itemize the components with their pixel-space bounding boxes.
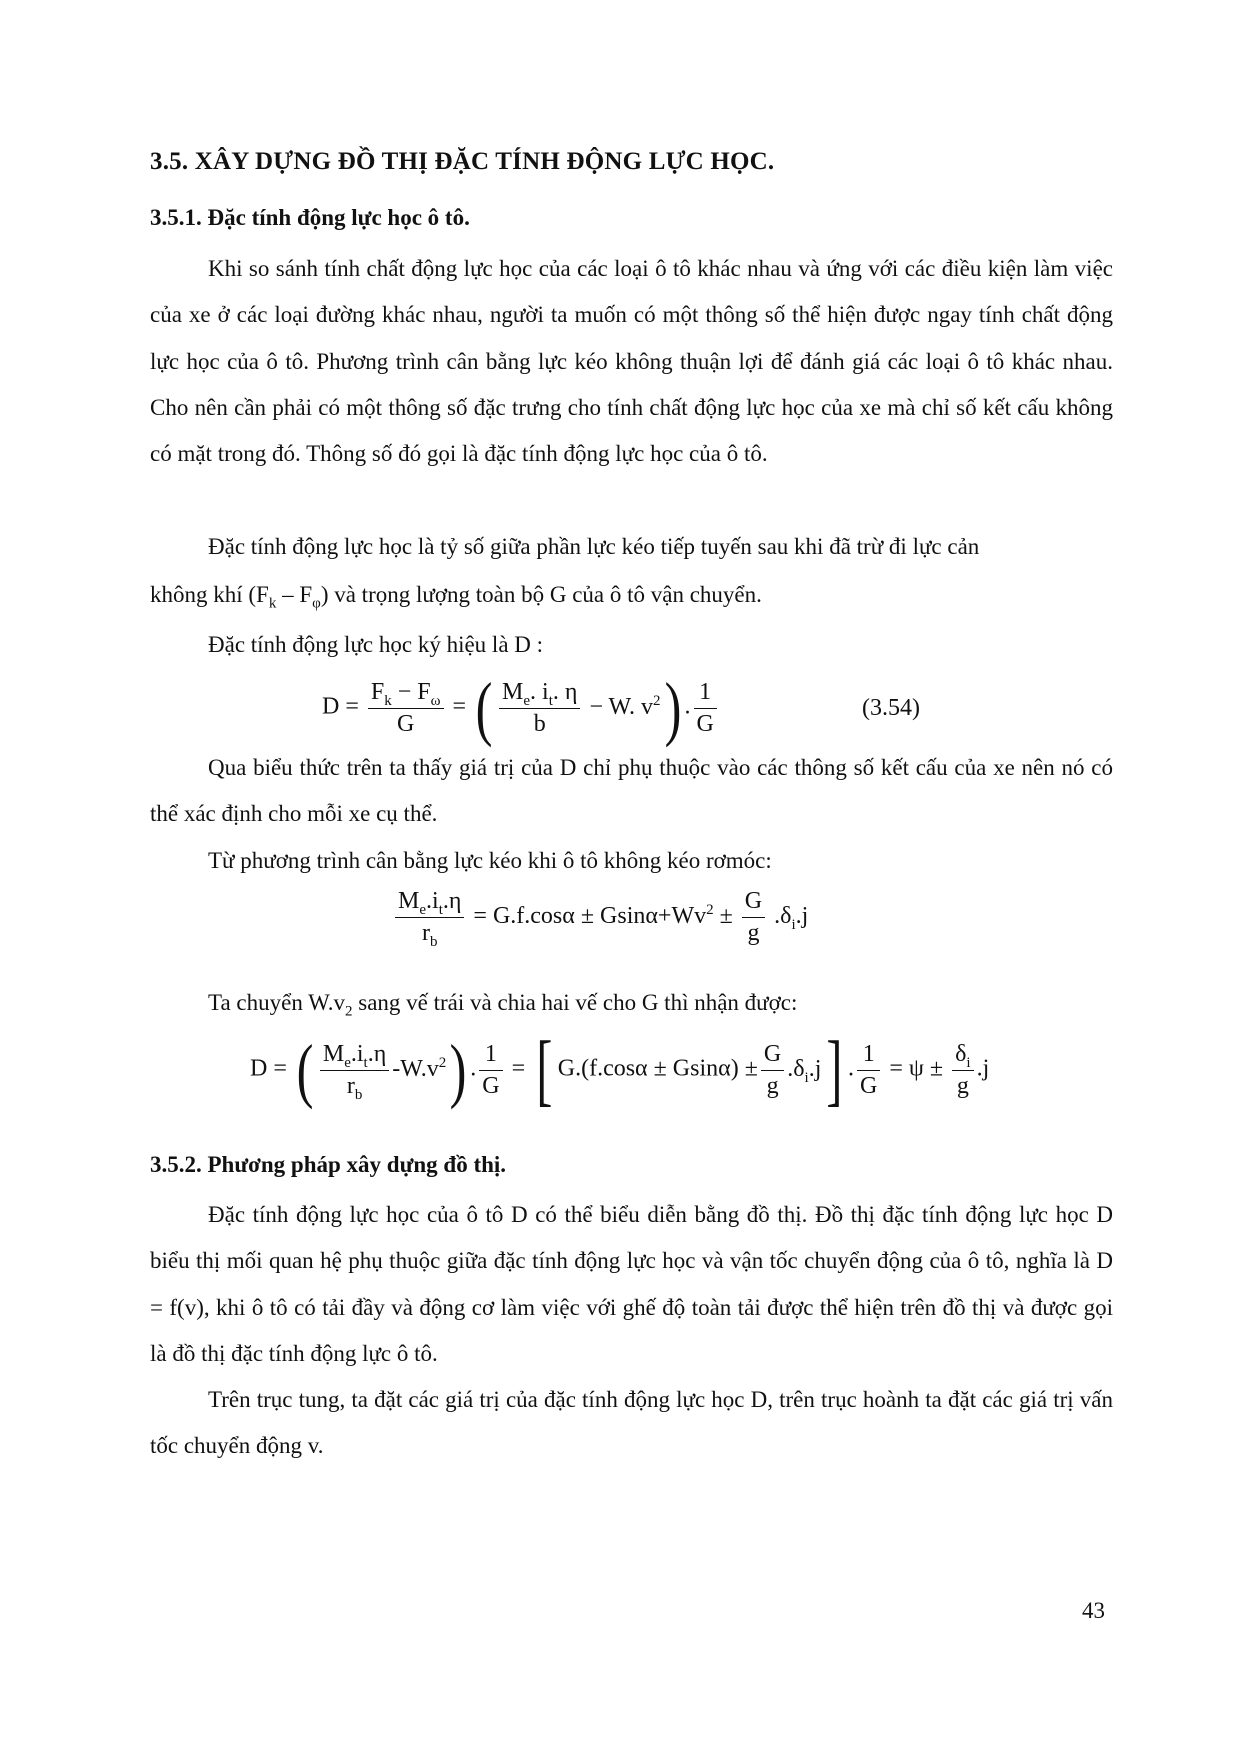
subsection-heading-1: 3.5.1. Đặc tính động lực học ô tô. bbox=[150, 205, 470, 230]
paragraph-1: Khi so sánh tính chất động lực học của các loại ô tô khác nhau và ứng với các điều kiện làm việc của xe ở các loại đường khác nhau, người ta muốn có một thông số thể hiện được ngay tính chất động lực học của ô tô. Phương trình cân bằng lực kéo không thuận lợi để đánh giá các loại ô tô khác nhau. Cho nên cần phải có một thông số đặc trưng cho tính chất động lực học của xe mà chỉ số kết cấu không có mặt trong đó. Thông số đó gọi là đặc tính động lực học của ô tô. bbox=[150, 256, 1113, 467]
paragraph-2a: Đặc tính động lực học là tỷ số giữa phần lực kéo tiếp tuyến sau khi đã trừ đi lực cản bbox=[208, 534, 980, 559]
section-heading: 3.5. XÂY DỰNG ĐỒ THỊ ĐẶC TÍNH ĐỘNG LỰC HỌC. bbox=[150, 148, 775, 175]
paragraph-6: Ta chuyển $W.v_2$ sang vế trái và chia hai vế cho G thì nhận được: bbox=[208, 990, 798, 1020]
paragraph-4: Qua biểu thức trên ta thấy giá trị của D chỉ phụ thuộc vào các thông số kết cấu của xe nên nó có thể xác định cho mỗi xe cụ thể. bbox=[150, 755, 1113, 827]
equation-force-balance: $\frac{M_e.i_t.\eta}{r_b}$ = $G.f.\cos\alpha \pm Gsin\alpha+Wv^2$ ± $\frac{G}{g}$ $.\delta_i.j$ bbox=[392, 888, 808, 947]
subsection-heading-2: 3.5.2. Phương pháp xây dựng đồ thị. bbox=[150, 1152, 507, 1177]
page-number: 43 bbox=[1082, 1598, 1105, 1623]
paragraph-2b: không khí $(F_k - F_\varphi)$ và trọng lượng toàn bộ G của ô tô vận chuyển. bbox=[150, 582, 762, 612]
equation-number: (3.54) bbox=[862, 695, 920, 721]
paragraph-8: Trên trục tung, ta đặt các giá trị của đặc tính động lực học D, trên trục hoành ta đặt các giá trị vấn tốc chuyển động v. bbox=[150, 1387, 1113, 1459]
paragraph-5: Từ phương trình cân bằng lực kéo khi ô tô không kéo rơmóc: bbox=[208, 848, 772, 873]
paragraph-7: Đặc tính động lực học của ô tô D có thể biểu diễn bằng đồ thị. Đồ thị đặc tính động lực học D biểu thị mối quan hệ phụ thuộc giữa đặc tính động lực học và vận tốc chuyển động của ô tô, nghĩa là D = f(v), khi ô tô có tải đầy và động cơ làm việc với ghế độ toàn tải được thể hiện trên đồ thị và được gọi là đồ thị đặc tính động lực ô tô. bbox=[150, 1202, 1113, 1366]
equation-3-54: D = $\frac{F_k - F_\omega}{G}$ = ( $\frac{M_e. i_t. \eta}{b}$ − W. $v^2$) . $\frac{1}{G}$ bbox=[322, 672, 720, 744]
paragraph-3: Đặc tính động lực học ký hiệu là D : bbox=[208, 632, 544, 657]
equation-d: D = ( $\frac{M_e.i_t.\eta}{r_b}$ $-W.v^2$) . $\frac{1}{G}$ = [ G.(f.cosα ± Gsinα) ± $\frac{G}{g}$ $.\delta_i.j$] . $\frac{1}{G}$ = ψ ± $\frac{\delta_i}{g}$ .j bbox=[250, 1026, 990, 1114]
